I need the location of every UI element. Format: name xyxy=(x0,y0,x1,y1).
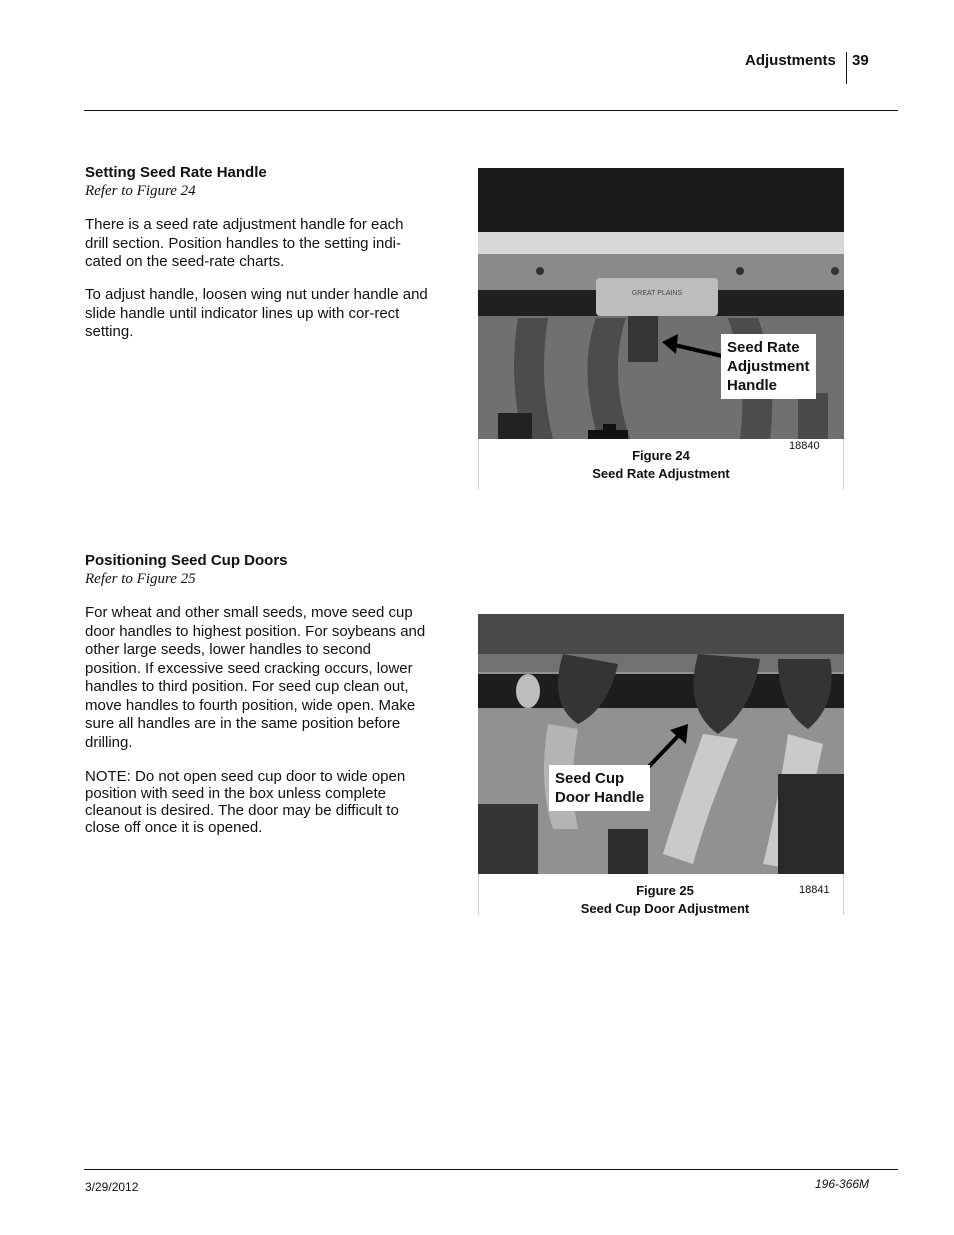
figure-25-image-id: 18841 xyxy=(799,884,830,896)
figure-24-photo xyxy=(478,168,844,439)
figure-reference: Refer to Figure 24 xyxy=(85,183,196,199)
figure-25-caption xyxy=(482,882,848,918)
callout-line: Handle xyxy=(727,377,778,394)
footer-rule xyxy=(84,1169,898,1170)
section-heading-seed-cup-doors: Positioning Seed Cup Doors xyxy=(85,552,288,569)
callout-line: Adjustment xyxy=(727,358,810,375)
callout-arrow-icon xyxy=(658,328,728,368)
page-number: 39 xyxy=(852,52,869,69)
paragraph: To adjust handle, loosen wing nut under handle and slide handle until indicator lines up with cor-rect setting. xyxy=(85,286,428,340)
figure-reference: Refer to Figure 25 xyxy=(85,571,196,587)
figure-24-image-id: 18840 xyxy=(789,440,820,452)
running-header-section: Adjustments xyxy=(745,52,836,69)
figure-24-caption xyxy=(478,447,844,483)
figure-caption-text: Seed Rate Adjustment xyxy=(592,466,730,481)
plate-text: GREAT PLAINS xyxy=(631,290,683,297)
callout-line: Seed Cup xyxy=(555,770,625,787)
footer-doc-number: 196-366M xyxy=(815,1177,870,1191)
figure-caption-text: Seed Cup Door Adjustment xyxy=(580,901,750,916)
header-rule xyxy=(84,110,898,111)
footer-date: 3/29/2012 xyxy=(85,1180,139,1194)
figure-25-photo xyxy=(478,614,844,874)
paragraph: For wheat and other small seeds, move seed cup door handles to highest position. For soybeans and other large seeds, lower handles to second position. If excessive seed cracking occurs, lower handles to third position. For seed cup clean out, move handles to fourth position, wide open. Make sure all handles are in the same position before drilling. xyxy=(85,604,426,751)
figure-24-callout xyxy=(721,334,816,399)
figure-number-label: Figure 24 xyxy=(632,448,690,463)
figure-frame-left xyxy=(478,874,479,915)
paragraph: There is a seed rate adjustment handle for each drill section. Position handles to the setting indi-cated on the seed-rate charts. xyxy=(85,216,404,270)
callout-line: Seed Rate xyxy=(727,339,800,356)
section-heading-seed-rate: Setting Seed Rate Handle xyxy=(85,164,267,181)
note-paragraph: NOTE: Do not open seed cup door to wide open position with seed in the box unless complete cleanout is desired. The door may be difficult to close off once it is opened. xyxy=(85,768,406,836)
header-divider xyxy=(846,52,847,84)
figure-25-callout xyxy=(549,765,650,811)
callout-line: Door Handle xyxy=(555,789,645,806)
figure-number-label: Figure 25 xyxy=(636,883,694,898)
